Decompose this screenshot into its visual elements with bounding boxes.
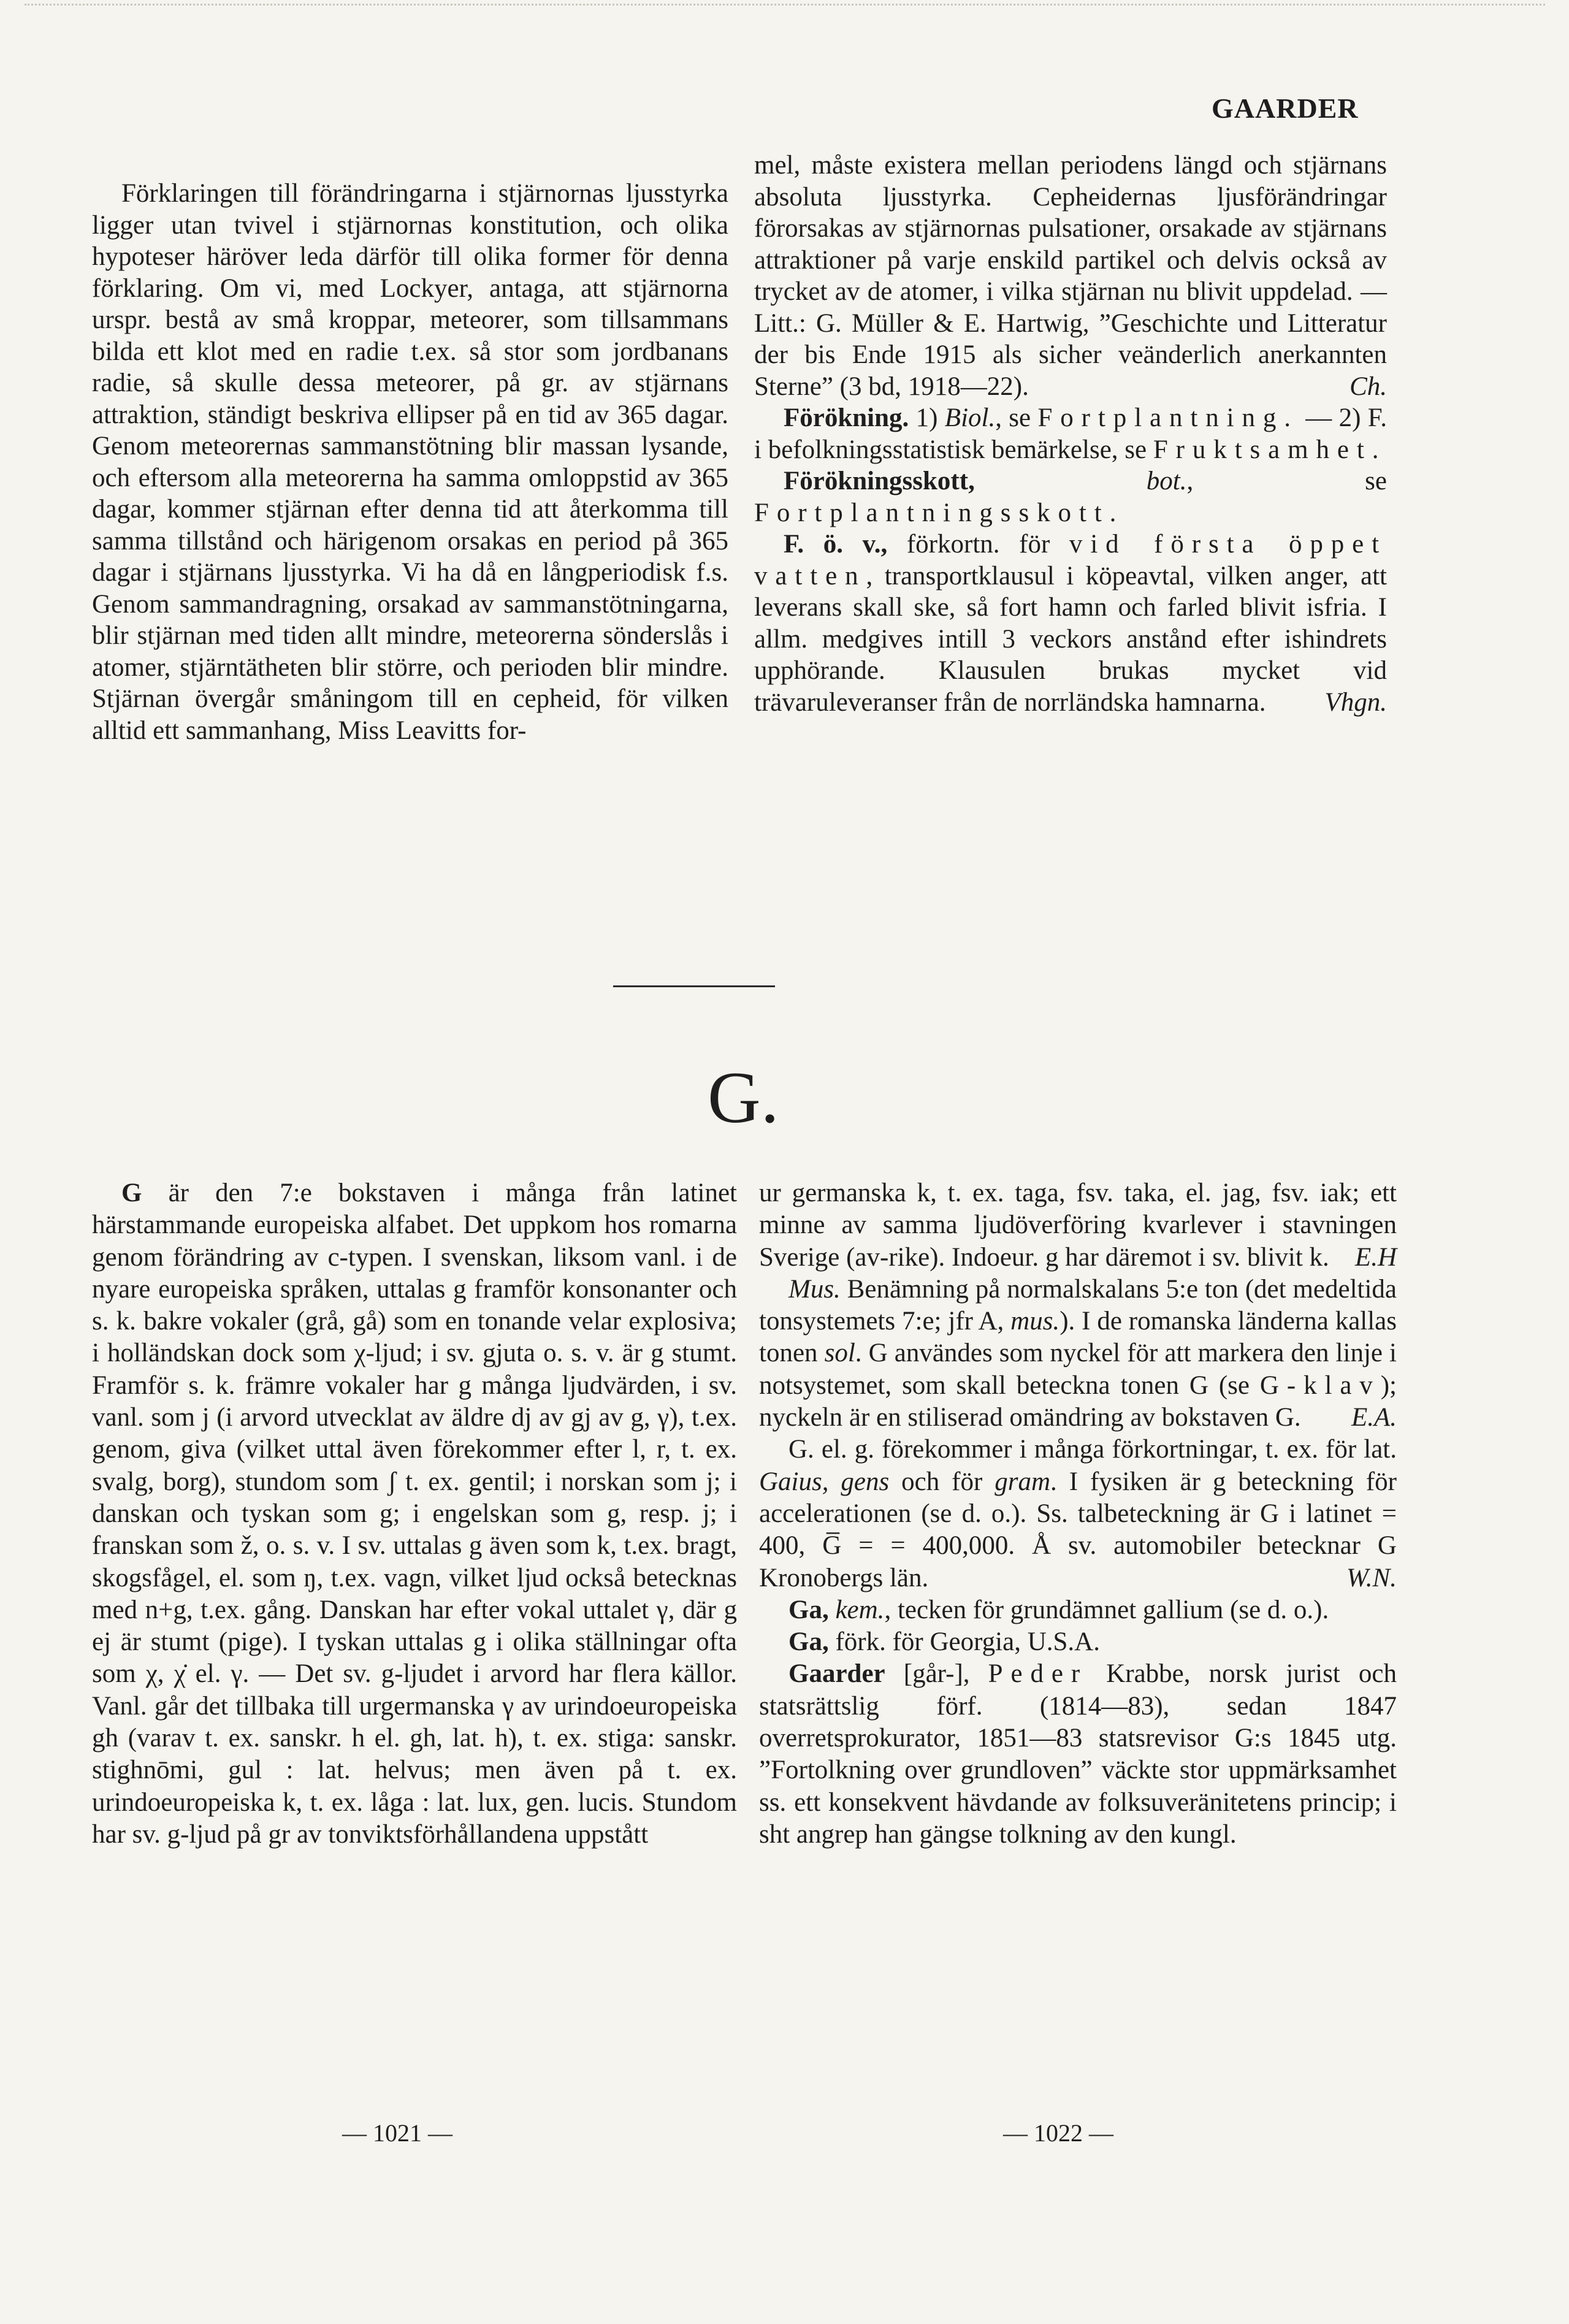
entry-mus <box>759 1274 1397 1434</box>
page-number-right: — 1022 — <box>1003 2119 1113 2147</box>
entry-headword: Ga, <box>788 1595 829 1624</box>
cross-reference: Fortplantningsskott. <box>754 498 1124 527</box>
entry-text: Krabbe, norsk jurist och statsrättslig förf. (1814—83), sedan 1847 overretsprokurator, 1851—83 statsrevisor G:s 1845 utg. ”Fortolkning over grundloven” väckte stor uppmärksamhet ss. ett konsekvent hävdande av folksuveränitetens princip; i sht angrep han gängse tolkning av den kungl. <box>759 1659 1397 1849</box>
entry-text: och för <box>889 1467 995 1496</box>
entry-text: förk. för Georgia, U.S.A. <box>828 1627 1100 1657</box>
paragraph-cepheids <box>754 150 1387 402</box>
entry-text: , se <box>1186 467 1387 495</box>
entry-text: förkortn. för <box>887 530 1069 559</box>
cross-reference: vid första öppet vatten <box>754 530 1387 591</box>
entry-text: ). I de romanska länderna kallas tonen <box>759 1307 1397 1368</box>
entry-text: ); nyckeln är en stiliserad omändring av bokstaven G. <box>759 1370 1397 1432</box>
entry-text: , tecken för grundämnet gallium (se d. o.). <box>884 1595 1329 1624</box>
entry-text: ur germanska k, t. ex. taga, fsv. taka, el. jag, fsv. iak; ett minne av samma ljudöverföring kvarlever i stavningen Sverige (av-rike). Indoeur. g har däremot i sv. blivit k. <box>759 1179 1397 1272</box>
column-bottom-left <box>92 1177 737 1851</box>
entry-headword: Mus. <box>788 1274 841 1304</box>
entry-text: . I fysiken är g beteckning för accelerationen (se d. o.). Ss. talbeteckning är G i latinet = 400, G̅ = = 400,000. Å sv. automobiler betecknar G Kronobergs län. <box>759 1467 1397 1592</box>
entry-forokningsskott <box>754 465 1387 529</box>
running-head: GAARDER <box>1212 93 1359 124</box>
author-signature: W.N. <box>1346 1563 1397 1592</box>
entry-text: . G användes som nyckel för att markera den linje i notsystemet, som skall beteckna tonen G (se <box>759 1339 1397 1400</box>
entry-italic: gram <box>994 1467 1051 1496</box>
section-letter: G. <box>708 1057 779 1138</box>
author-signature: E.A. <box>1351 1403 1397 1432</box>
entry-italic: Biol. <box>944 403 996 432</box>
entry-headword: G <box>121 1179 142 1207</box>
entry-ga-gallium <box>759 1594 1397 1626</box>
entry-text: 1) <box>909 403 945 432</box>
entry-italic: sol <box>824 1339 855 1368</box>
entry-italic: mus. <box>1010 1307 1060 1336</box>
entry-headword: Förökningsskott, <box>784 467 975 495</box>
paragraph-text: mel, måste existera mellan periodens längd och stjärnans absoluta ljusstyrka. Cepheidernas ljusförändringar förorsakas av stjärnornas pulsationer, orsakade av stjärnans attraktioner på varje enskild partikel och delvis också av trycket av de atomer, i vilka stjärnan nu blivit uppdelad. — Litt.: G. Müller & E. Hartwig, ”Geschichte und Litteratur der bis Ende 1915 als sicher veänderlich anerkannten Sterne” (3 bd, 1918—22). <box>754 151 1387 401</box>
entry-headword: F. ö. v., <box>784 530 888 559</box>
entry-text: , se <box>995 403 1038 432</box>
cross-reference: Fortplantning. <box>1037 403 1299 432</box>
top-dotted-rule <box>25 4 1545 6</box>
entry-ga-georgia <box>759 1626 1397 1658</box>
column-top-right <box>754 150 1387 718</box>
paragraph-variable-stars: Förklaringen till förändringarna i stjärnornas ljusstyrka ligger utan tvivel i stjärnornas konstitution, och olika hypoteser häröver leda därför till olika former för denna förklaring. Om vi, med Lockyer, antaga, att stjärnorna urspr. bestå av små kroppar, meteorer, som tillsammans bilda ett klot med en radie t.ex. så stor som jordbanans radie, så skulle dessa meteorer, på gr. av stjärnans attraktion, ständigt beskriva ellipser på en tid av 365 dagar. Genom meteorernas sammanstötning blir massan lysande, och eftersom alla meteorerna ha samma omloppstid av 365 dagar, kommer stjärnan efter denna tid att återkomma till samma tillstånd och härigenom orsakas en period på 365 dagar i stjärnans ljusstyrka. Vi ha då en långperiodisk f.s. Genom sammandragning, orsakad av sammanstötningarna, blir stjärnan med tiden allt mindre, meteorerna sönderslås i atomer, stjärntätheten blir större, och perioden blir mindre. Stjärnan övergår småningom till en cepheid, för vilken alltid ett sammanhang, Miss Leavitts for- <box>92 179 728 745</box>
section-divider <box>613 985 775 987</box>
entry-italic: kem. <box>828 1595 885 1624</box>
cross-reference: Fruktsamhet. <box>1153 435 1387 464</box>
entry-text: — 2) F. i befolkningsstatistisk bemärkelse, se <box>754 403 1387 464</box>
author-signature: Ch. <box>1349 372 1387 401</box>
entry-headword: Förökning. <box>784 403 909 432</box>
entry-italic: Gaius, gens <box>759 1467 890 1496</box>
page-number-left: — 1021 — <box>342 2119 452 2147</box>
entry-text <box>975 467 1147 495</box>
entry-headword: Ga, <box>788 1627 829 1657</box>
entry-text: G. el. g. förekommer i många förkortningar, t. ex. för lat. <box>788 1435 1397 1464</box>
entry-gaarder <box>759 1658 1397 1851</box>
entry-text: , transportklausul i köpeavtal, vilken anger, att leverans skall ske, så fort hamn och farled blivit isfria. I allm. medgives intill 3 veckors anstånd efter ishindrets upphörande. Klausulen brukas mycket vid trävaruleveranser från de norrländska hamnarna. <box>754 561 1387 717</box>
entry-g-letter <box>92 1177 737 1851</box>
entry-headword: Gaarder <box>788 1659 885 1689</box>
column-top-left <box>92 178 728 746</box>
entry-fov <box>754 529 1387 718</box>
entry-text: Benämning på normalskalans 5:e ton (det medeltida tonsystemets 7:e; jfr A, <box>759 1274 1397 1336</box>
entry-italic: bot. <box>1146 467 1187 495</box>
author-signature: Vhgn. <box>1324 687 1387 717</box>
spaced-name: Peder <box>988 1659 1088 1689</box>
cross-reference: G-klav <box>1259 1370 1381 1400</box>
entry-text: är den 7:e bokstaven i många från latinet härstammande europeiska alfabet. Det uppkom hos romarna genom förändring av c-typen. I svenskan, liksom vanl. i de nyare europeiska språken, uttalas g framför konsonanter och s. k. bakre vokaler (grå, gå) som en tonande velar explosiva; i holländskan dock som χ-ljud; i sv. gjuta o. s. v. är g stumt. Framför s. k. främre vokaler har g många ljudvärden, i sv. vanl. som j (i arvord utvecklat av äldre dj av gj av g, γ), t.ex. genom, giva (vilket uttal även förekommer efter l, r, t. ex. svalg, borg), stundom som ʃ t. ex. gentil; i norskan som j; i danskan och tyskan som g; i engelskan som g, resp. j; i franskan som ž, o. s. v. I sv. uttalas g även som k, t.ex. bragt, skogsfågel, el. som ŋ, t.ex. vagn, vilket ljud också betecknas med n+g, t.ex. gång. Danskan har efter vokal uttalet γ, där g ej är stumt (pige). I tyskan uttalas g i olika ställningar ofta som χ, χ̇ el. γ. — Det sv. g-ljudet i arvord har flera källor. Vanl. går det tillbaka till urgermanska γ av urindoeuropeiska gh (varav t. ex. sanskr. h el. gh, lat. h), t. ex. stiga: sanskr. stighnōmi, gul : lat. helvus; men även på t. ex. urindoeuropeiska k, t. ex. låga : lat. lux, gen. lucis. Stundom har sv. g-ljud på gr av tonviktsförhållandena uppstått <box>92 1179 737 1849</box>
entry-abbreviations <box>759 1434 1397 1594</box>
author-signature: E.H <box>1354 1242 1397 1272</box>
column-bottom-right <box>759 1177 1397 1851</box>
entry-text: [går-], <box>885 1659 988 1689</box>
paragraph-g-continued <box>759 1177 1397 1274</box>
entry-forokning <box>754 402 1387 465</box>
